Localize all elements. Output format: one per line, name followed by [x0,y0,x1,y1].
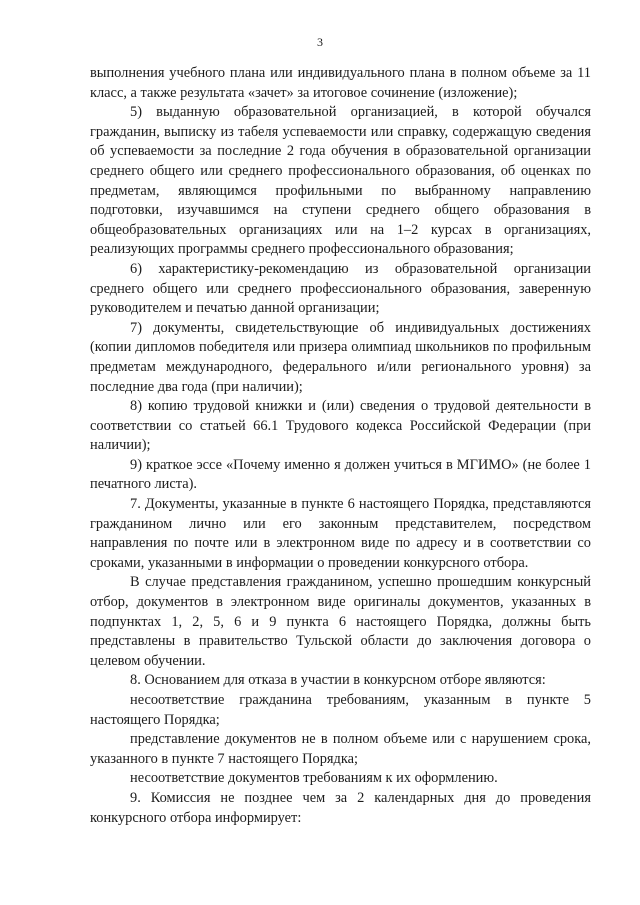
page-number: 3 [317,35,323,49]
paragraph: 8. Основанием для отказа в участии в конкурсном отборе являются: [130,672,546,689]
paragraph: 9) краткое эссе «Почему именно я должен учиться в МГИМО» (не более 1 печатного листа). [90,456,591,493]
paragraph: 7. Документы, указанные в пункте 6 настоящего Порядка, представляются гражданином лично или его законным представителем, посредством направления по почте или в электронном виде по адресу и в соответствии со сроками, указанными в информации о проведении конкурсного отбора. [90,496,591,571]
paragraph: выполнения учебного плана или индивидуального плана в полном объеме за 11 класс, а также результата «зачет» за итоговое сочинение (изложение); [90,65,591,101]
document-body [90,64,591,828]
paragraph: 6) характеристику-рекомендацию из образовательной организации среднего общего или среднего профессионального образования, заверенную руководителем и печатью данной организации; [90,260,591,317]
paragraph: несоответствие гражданина требованиям, указанным в пункте 5 настоящего Порядка; [90,692,591,728]
paragraph: 8) копию трудовой книжки и (или) сведения о трудовой деятельности в соответствии со статьей 66.1 Трудового кодекса Российской Федерации (при наличии); [90,398,591,454]
paragraph: представление документов не в полном объеме или с нарушением срока, указанного в пункте 7 настоящего Порядка; [90,731,591,767]
paragraph: 5) выданную образовательной организацией, в которой обучался гражданин, выписку из табеля успеваемости или справку, содержащую сведения об успеваемости за последние 2 года обучения в образовательной организации среднего общего или среднего профессионального образования, об оценках по предметам, являющимся профильными по выбранному направлению подготовки, изучавшимся на ступени среднего общего образования в общеобразовательных организациях или на 1–2 курсах в организациях, реализующих программы среднего профессионального образования; [90,104,591,258]
paragraph: 9. Комиссия не позднее чем за 2 календарных дня до проведения конкурсного отбора информирует: [90,789,591,826]
paragraph: несоответствие документов требованиям к их оформлению. [130,770,498,787]
paragraph: 7) документы, свидетельствующие об индивидуальных достижениях (копии дипломов победителя или призера олимпиад школьников по профильным предметам международного, федерального и/или регионального уровня) за последние два года (при наличии); [90,319,591,395]
paragraph: В случае представления гражданином, успешно прошедшим конкурсный отбор, документов в электронном виде оригиналы документов, указанных в подпунктах 1, 2, 5, 6 и 9 пункта 6 настоящего Порядка, должны быть представлены в правительство Тульской области до заключения договора о целевом обучении. [90,574,591,669]
